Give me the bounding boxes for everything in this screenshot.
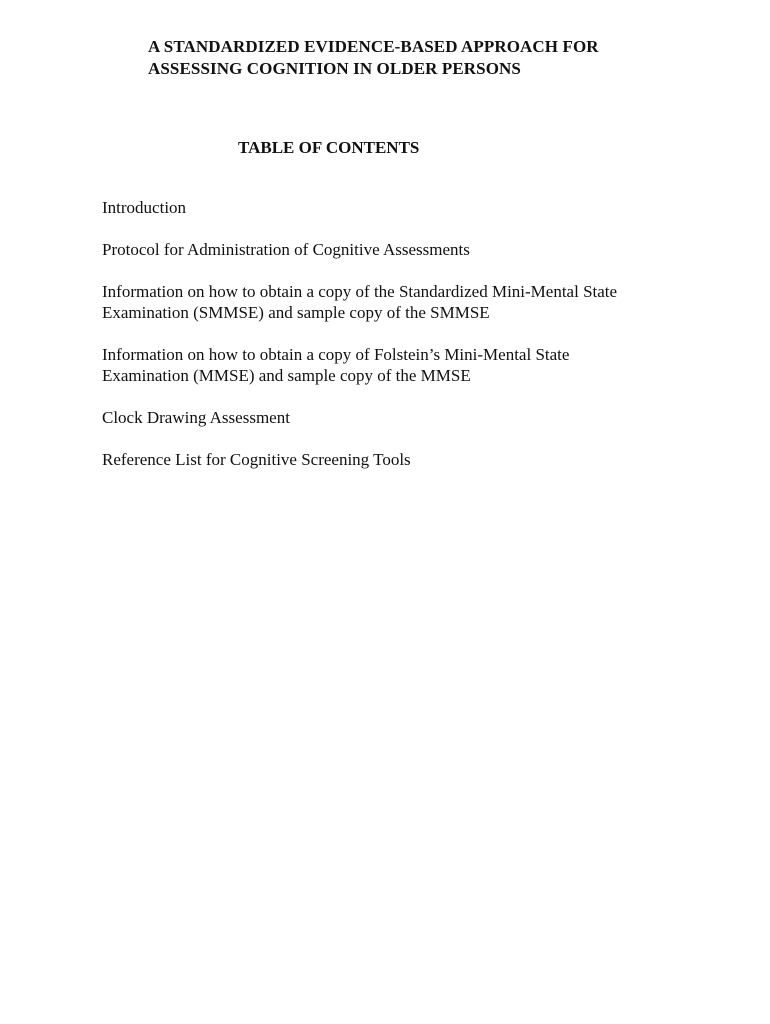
toc-item-smmse-info[interactable] bbox=[102, 281, 702, 323]
toc-item-clock-drawing[interactable] bbox=[102, 407, 702, 428]
document-title-line-1: A STANDARDIZED EVIDENCE-BASED APPROACH FOR bbox=[148, 37, 599, 56]
toc-item-line: Clock Drawing Assessment bbox=[102, 408, 290, 427]
table-of-contents bbox=[102, 197, 702, 491]
toc-item-line: Examination (SMMSE) and sample copy of the SMMSE bbox=[102, 303, 490, 322]
toc-item-reference-list[interactable] bbox=[102, 449, 702, 470]
toc-item-line: Information on how to obtain a copy of Folstein’s Mini-Mental State bbox=[102, 345, 570, 364]
toc-item-line: Examination (MMSE) and sample copy of the MMSE bbox=[102, 366, 471, 385]
toc-item-line: Introduction bbox=[102, 198, 187, 217]
document-title-line-2: ASSESSING COGNITION IN OLDER PERSONS bbox=[148, 59, 521, 78]
toc-item-line: Protocol for Administration of Cognitive Assessments bbox=[102, 240, 470, 259]
toc-item-line: Information on how to obtain a copy of the Standardized Mini-Mental State bbox=[102, 282, 618, 301]
document-title bbox=[148, 36, 599, 80]
toc-item-introduction[interactable] bbox=[102, 197, 702, 218]
toc-heading: TABLE OF CONTENTS bbox=[238, 138, 420, 157]
toc-item-protocol[interactable] bbox=[102, 239, 702, 260]
toc-item-line: Reference List for Cognitive Screening Tools bbox=[102, 450, 411, 469]
toc-item-mmse-info[interactable] bbox=[102, 344, 702, 386]
